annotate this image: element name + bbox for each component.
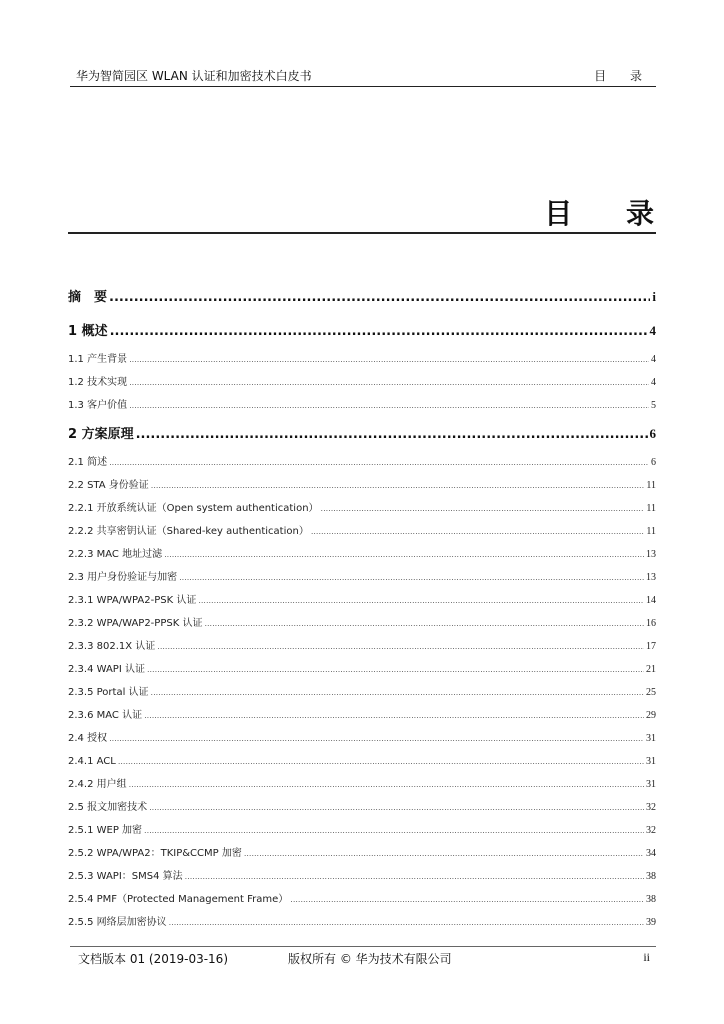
toc-entry-page: 31	[646, 779, 656, 790]
toc-entry[interactable]	[68, 589, 656, 612]
toc-entry[interactable]	[68, 796, 656, 819]
toc-entry[interactable]	[68, 911, 656, 934]
toc-entry-page: 32	[646, 802, 656, 813]
toc-dot-leader	[129, 371, 649, 394]
toc-entry-label: 2.3.5 Portal 认证	[68, 687, 149, 698]
toc-entry[interactable]	[68, 394, 656, 417]
toc-dot-leader	[244, 842, 644, 865]
toc-dot-leader	[290, 888, 644, 911]
toc-dot-leader	[129, 773, 644, 796]
toc-entry[interactable]	[68, 704, 656, 727]
toc-entry-page: 31	[646, 733, 656, 744]
toc-entry[interactable]	[68, 612, 656, 635]
toc-entry-label: 1.1 产生背景	[68, 354, 128, 365]
toc-entry-label: 2.3.2 WPA/WAP2-PPSK 认证	[68, 618, 203, 629]
toc-entry[interactable]	[68, 842, 656, 865]
toc-entry-page: 25	[646, 687, 656, 698]
toc-entry-label: 2 方案原理	[68, 427, 134, 442]
toc-entry-page: 11	[646, 480, 656, 491]
toc-dot-leader	[136, 421, 648, 449]
title-divider	[68, 232, 656, 234]
toc-entry-label: 2.5.3 WAPI：SMS4 算法	[68, 871, 183, 882]
toc-entry-page: 32	[646, 825, 656, 836]
header-doc-title: 华为智简园区 WLAN 认证和加密技术白皮书	[76, 69, 312, 83]
toc-entry-label: 2.4 授权	[68, 733, 108, 744]
toc-entry-label: 2.4.1 ACL	[68, 756, 116, 767]
page-title: 目 录	[544, 197, 676, 230]
toc-entry-page: i	[652, 289, 656, 304]
toc-entry-label: 2.3.6 MAC 认证	[68, 710, 143, 721]
page-footer	[70, 946, 656, 971]
toc-dot-leader	[185, 865, 644, 888]
toc-entry[interactable]	[68, 314, 656, 348]
toc-entry-label: 1.3 客户价值	[68, 400, 128, 411]
toc-entry-label: 2.5.5 网络层加密协议	[68, 917, 167, 928]
toc-dot-leader	[110, 318, 648, 346]
toc-entry-label: 2.3.3 802.1X 认证	[68, 641, 156, 652]
toc-dot-leader	[204, 612, 644, 635]
toc-dot-leader	[118, 750, 644, 773]
toc-entry-label: 2.5.2 WPA/WPA2：TKIP&CCMP 加密	[68, 848, 242, 859]
toc-entry-label: 2.2.3 MAC 地址过滤	[68, 549, 163, 560]
toc-entry-page: 11	[646, 526, 656, 537]
toc-entry-label: 2.2 STA 身份验证	[68, 480, 149, 491]
toc-entry-page: 39	[646, 917, 656, 928]
toc-entry-page: 31	[646, 756, 656, 767]
toc-entry-label: 摘 要	[68, 290, 108, 305]
toc-entry-label: 2.2.1 开放系统认证（Open system authentication）	[68, 503, 319, 514]
toc-entry-page: 29	[646, 710, 656, 721]
toc-entry-label: 1.2 技术实现	[68, 377, 128, 388]
toc-dot-leader	[109, 451, 649, 474]
toc-dot-leader	[321, 497, 645, 520]
toc-dot-leader	[151, 474, 645, 497]
toc-dot-leader	[109, 284, 650, 312]
toc-dot-leader	[129, 394, 649, 417]
toc-dot-leader	[109, 727, 644, 750]
toc-dot-leader	[311, 520, 645, 543]
table-of-contents	[68, 280, 656, 934]
toc-dot-leader	[144, 704, 644, 727]
toc-entry[interactable]	[68, 566, 656, 589]
footer-page-number: ii	[643, 950, 650, 964]
toc-entry-page: 5	[651, 400, 656, 411]
toc-entry[interactable]	[68, 865, 656, 888]
toc-entry-label: 2.5 报文加密技术	[68, 802, 148, 813]
toc-entry[interactable]	[68, 888, 656, 911]
toc-entry-page: 4	[651, 354, 656, 365]
toc-entry[interactable]	[68, 417, 656, 451]
toc-entry-label: 2.1 简述	[68, 457, 108, 468]
toc-entry[interactable]	[68, 543, 656, 566]
toc-entry[interactable]	[68, 497, 656, 520]
toc-entry-label: 2.4.2 用户组	[68, 779, 127, 790]
toc-entry-label: 1 概述	[68, 324, 108, 339]
toc-entry[interactable]	[68, 773, 656, 796]
toc-entry[interactable]	[68, 280, 656, 314]
toc-entry-label: 2.3 用户身份验证与加密	[68, 572, 178, 583]
toc-dot-leader	[149, 796, 644, 819]
toc-dot-leader	[179, 566, 644, 589]
toc-entry-page: 34	[646, 848, 656, 859]
toc-dot-leader	[144, 819, 644, 842]
toc-entry[interactable]	[68, 635, 656, 658]
toc-entry-label: 2.2.2 共享密钥认证（Shared-key authentication）	[68, 526, 309, 537]
toc-entry-label: 2.3.1 WPA/WPA2-PSK 认证	[68, 595, 197, 606]
toc-dot-leader	[169, 911, 644, 934]
toc-entry[interactable]	[68, 348, 656, 371]
toc-dot-leader	[151, 681, 644, 704]
toc-entry-page: 13	[646, 549, 656, 560]
page-header	[70, 64, 656, 87]
toc-dot-leader	[157, 635, 644, 658]
toc-entry[interactable]	[68, 658, 656, 681]
toc-entry-page: 6	[649, 426, 656, 441]
toc-entry-label: 2.3.4 WAPI 认证	[68, 664, 145, 675]
toc-entry-page: 11	[646, 503, 656, 514]
toc-dot-leader	[129, 348, 649, 371]
toc-entry-page: 38	[646, 894, 656, 905]
toc-entry-page: 6	[651, 457, 656, 468]
toc-entry[interactable]	[68, 819, 656, 842]
toc-dot-leader	[164, 543, 644, 566]
toc-entry[interactable]	[68, 474, 656, 497]
header-section-label: 目 录	[594, 69, 652, 83]
toc-entry-page: 14	[646, 595, 656, 606]
footer-copyright: 版权所有 © 华为技术有限公司	[288, 952, 452, 966]
toc-entry[interactable]	[68, 520, 656, 543]
toc-entry-page: 4	[649, 323, 656, 338]
toc-entry[interactable]	[68, 727, 656, 750]
footer-version: 文档版本 01 (2019-03-16)	[78, 952, 229, 966]
toc-entry-page: 38	[646, 871, 656, 882]
toc-entry-page: 13	[646, 572, 656, 583]
toc-entry-page: 4	[651, 377, 656, 388]
toc-entry-page: 17	[646, 641, 656, 652]
toc-entry-label: 2.5.1 WEP 加密	[68, 825, 143, 836]
toc-entry[interactable]	[68, 451, 656, 474]
toc-entry-page: 16	[646, 618, 656, 629]
toc-entry[interactable]	[68, 681, 656, 704]
toc-entry-label: 2.5.4 PMF（Protected Management Frame）	[68, 894, 289, 905]
toc-dot-leader	[198, 589, 644, 612]
toc-entry-page: 21	[646, 664, 656, 675]
toc-entry[interactable]	[68, 371, 656, 394]
toc-dot-leader	[147, 658, 644, 681]
toc-entry[interactable]	[68, 750, 656, 773]
